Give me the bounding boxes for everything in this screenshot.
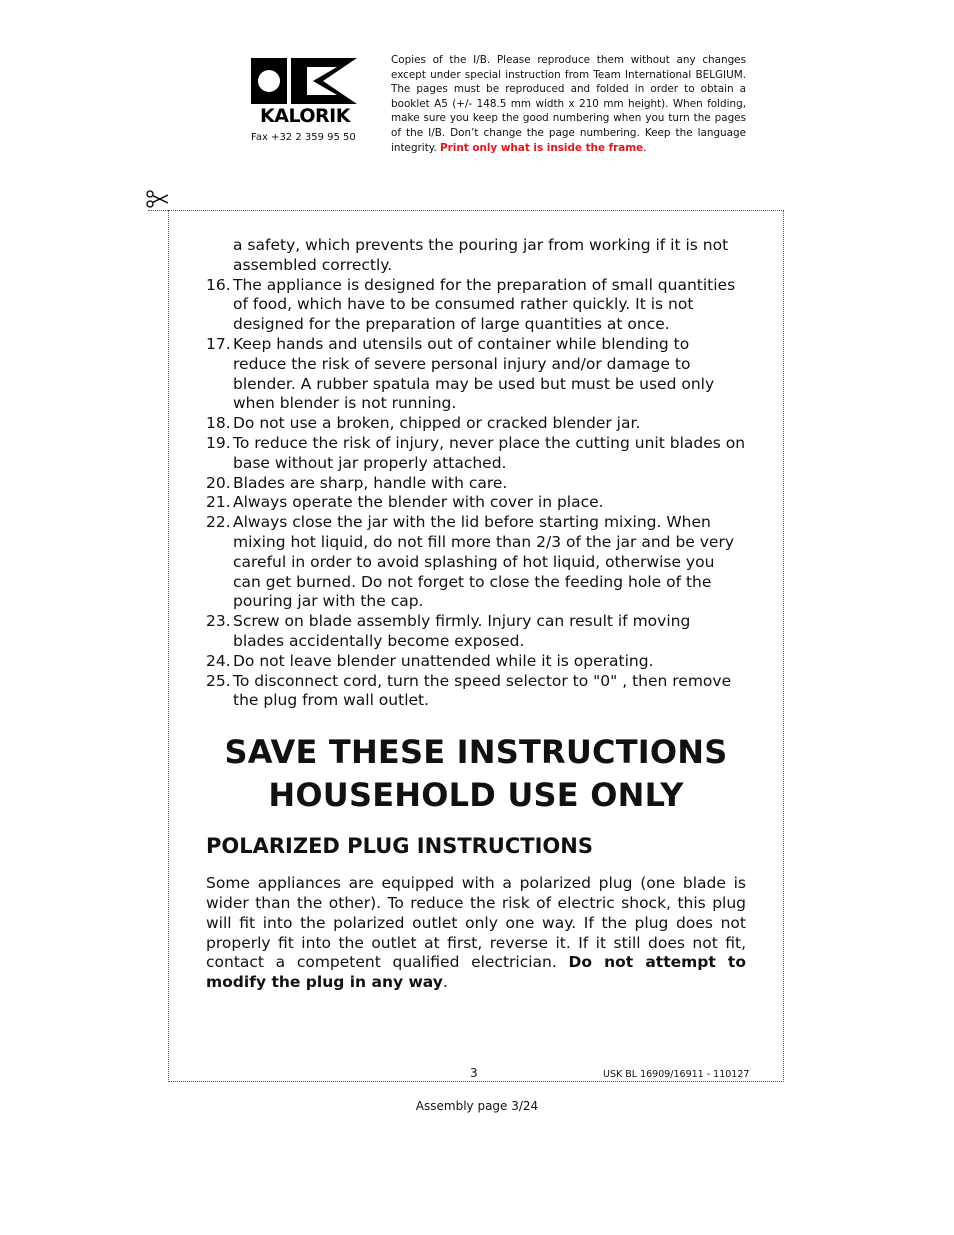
save-instructions-title [206,731,746,817]
polarized-tail: . [442,973,448,992]
list-item [206,434,746,474]
polarized-bold-warning: Do not attempt to modify the plug in any way [206,953,746,992]
list-item [206,612,746,652]
list-item-number: 25. [206,671,231,690]
save-line-2: HOUSEHOLD USE ONLY [268,776,684,815]
polarized-plug-paragraph [206,874,746,993]
save-line-1: SAVE THESE INSTRUCTIONS [224,733,728,772]
kalorik-logo [249,55,361,127]
list-item-number: 22. [206,513,231,532]
list-item-text: Blades are sharp, handle with care. [233,473,508,492]
intro-continuation: a safety, which prevents the pouring jar from working if it is not assembled correctly. [233,236,729,274]
list-item-text: The appliance is designed for the preparation of small quantities of food, which have to be consumed rather quickly. It is not designed for the preparation of large quantities at once. [233,275,736,334]
list-item-text: Always close the jar with the lid before starting mixing. When mixing hot liquid, do not fill more than 2/3 of the jar and be very careful in order to avoid splashing of hot liquid, otherwise you can get burned. Do not forget to close the feeding hole of the pouring jar with the cap. [233,513,735,611]
list-item-text: Always operate the blender with cover in place. [233,493,604,512]
list-item-text: Do not leave blender unattended while it is operating. [233,651,654,670]
list-item-number: 23. [206,612,231,631]
kalorik-k-symbol-icon [249,55,361,105]
list-item-text: To disconnect cord, turn the speed selector to "0" , then remove the plug from wall outlet. [233,671,732,710]
instructions-content [206,236,746,993]
list-item-number: 19. [206,433,231,452]
list-item [206,652,746,672]
list-item-number: 20. [206,473,231,492]
list-item-number: 17. [206,334,231,353]
fax-number: Fax +32 2 359 95 50 [251,132,356,143]
list-item [206,672,746,712]
list-item-text: Screw on blade assembly firmly. Injury can result if moving blades accidentally become exposed. [233,612,691,650]
scissors-icon [145,188,169,210]
list-item-text: Do not use a broken, chipped or cracked blender jar. [233,414,641,433]
safety-list [206,276,746,712]
document-id: USK BL 16909/16911 - 110127 [603,1069,750,1080]
list-item [206,493,746,513]
page-number: 3 [470,1066,478,1080]
polarized-plug-heading: POLARIZED PLUG INSTRUCTIONS [206,834,593,859]
list-item [206,276,746,335]
list-item-number: 24. [206,651,231,670]
list-item-text: To reduce the risk of injury, never place the cutting unit blades on base without jar properly attached. [233,433,746,472]
list-item [206,414,746,434]
notice-text: Copies of the I/B. Please reproduce them without any changes except under special instruction from Team International BELGIUM. The pages must be reproduced and folded in order to obtain a booklet A5 (+/- 148.5 mm width x 210 mm height). When folding, make sure you keep the good numbering when you turn the pages of the I/B. Don’t change the page numbering. Keep the language integrity. [391,54,746,154]
list-item [206,474,746,494]
list-item [206,335,746,414]
polarized-text: Some appliances are equipped with a polarized plug (one blade is wider than the other). To reduce the risk of electric shock, this plug will fit into the polarized outlet only one way. If the plug does not properly fit into the outlet at first, reverse it. If it still does not fit, contact a competent qualified electrician. [206,874,746,972]
notice-tail: . [643,141,647,154]
assembly-page-label: Assembly page 3/24 [415,1099,539,1113]
list-item-number: 16. [206,275,231,294]
list-item-number: 18. [206,414,231,433]
cut-line [148,210,170,211]
list-item-number: 21. [206,493,231,512]
reproduction-notice [391,53,746,155]
list-item [206,513,746,612]
brand-name: KALORIK [260,105,350,127]
list-item-text: Keep hands and utensils out of container while blending to reduce the risk of severe personal injury and/or damage to blender. A rubber spatula may be used but must be used only when blender is not running. [233,334,715,413]
notice-red-text: Print only what is inside the frame [440,141,644,154]
